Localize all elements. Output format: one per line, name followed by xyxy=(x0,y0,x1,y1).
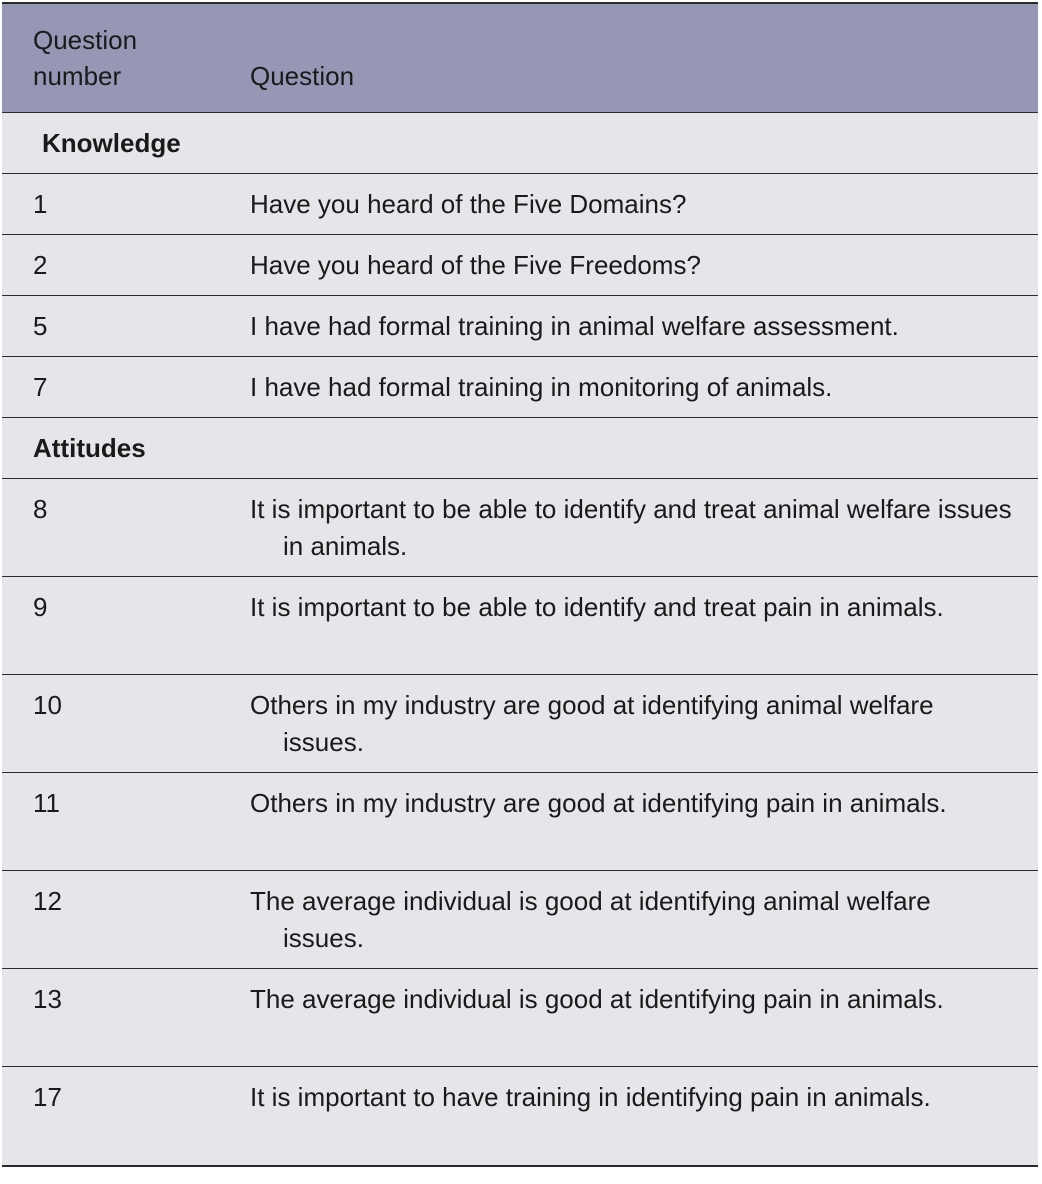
question-text: The average individual is good at identifying pain in animals. xyxy=(250,984,944,1014)
question-text: It is important to have training in identifying pain in animals. xyxy=(250,1082,931,1112)
question-text: Have you heard of the Five Freedoms? xyxy=(250,249,701,280)
question-number: 7 xyxy=(33,371,48,402)
question-number: 12 xyxy=(33,886,62,916)
table-row xyxy=(2,1067,1038,1165)
question-number: 10 xyxy=(33,690,62,720)
question-number: 1 xyxy=(33,188,48,219)
table-row xyxy=(2,871,1038,969)
table-row xyxy=(2,174,1038,235)
question-number: 5 xyxy=(33,310,48,341)
table-header xyxy=(2,4,1038,113)
question-number: 13 xyxy=(33,984,62,1014)
table-row xyxy=(2,675,1038,773)
table-row xyxy=(2,577,1038,675)
column-header-question-number: Question number xyxy=(33,25,138,91)
question-text: I have had formal training in monitoring of animals. xyxy=(250,371,833,402)
question-text: I have had formal training in animal welfare assessment. xyxy=(250,310,899,341)
section-attitudes: Attitudes xyxy=(2,418,1038,479)
table-row xyxy=(2,296,1038,357)
question-text: It is important to be able to identify and treat pain in animals. xyxy=(250,592,944,622)
question-text: The average individual is good at identifying animal welfare issues. xyxy=(250,886,931,953)
column-header-question: Question xyxy=(250,61,355,91)
question-number: 11 xyxy=(33,788,60,818)
question-number: 17 xyxy=(33,1082,62,1112)
section-knowledge: Knowledge xyxy=(2,113,1038,174)
table-row xyxy=(2,235,1038,296)
question-number: 2 xyxy=(33,249,48,280)
question-text: Others in my industry are good at identifying pain in animals. xyxy=(250,788,947,818)
table-row xyxy=(2,773,1038,871)
table-row xyxy=(2,357,1038,418)
question-text: Have you heard of the Five Domains? xyxy=(250,188,687,219)
questions-table xyxy=(2,2,1038,1167)
table-row xyxy=(2,969,1038,1067)
question-number: 9 xyxy=(33,592,48,622)
question-number: 8 xyxy=(33,494,48,524)
table-row xyxy=(2,479,1038,577)
question-text: It is important to be able to identify and treat animal welfare issues in animals. xyxy=(250,494,1012,561)
question-text: Others in my industry are good at identifying animal welfare issues. xyxy=(250,690,934,757)
